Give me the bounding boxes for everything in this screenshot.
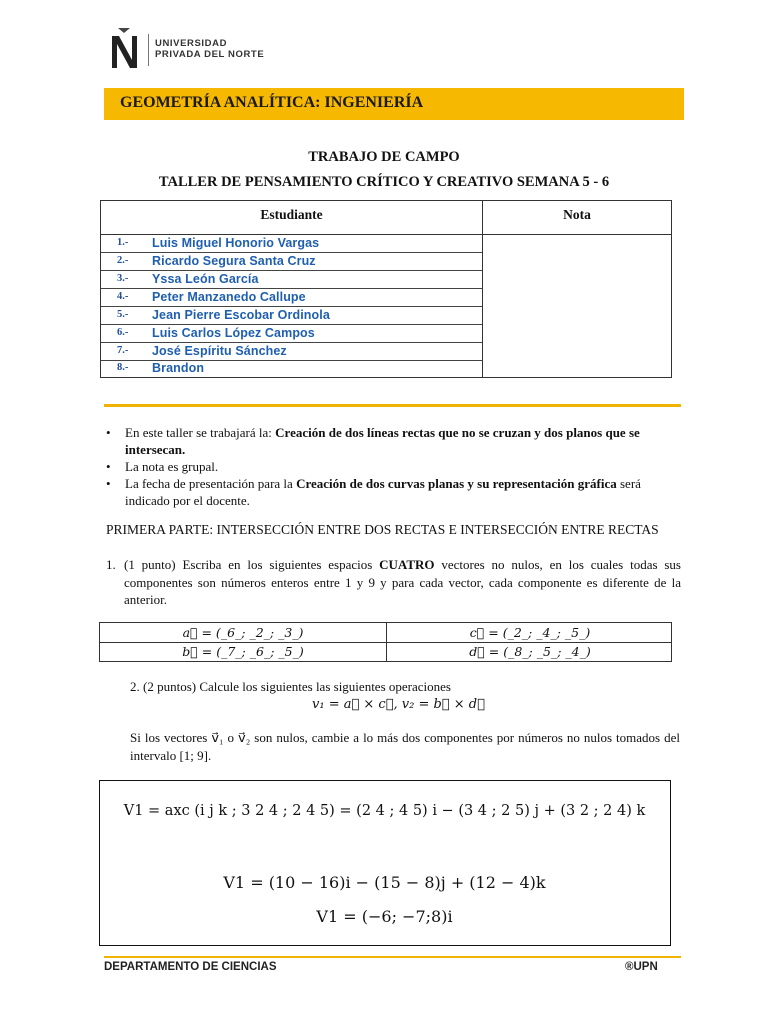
student-name: Peter Manzanedo Callupe — [152, 290, 306, 304]
footer-divider — [104, 956, 681, 958]
question-2-text: 2. (2 puntos) Calcule los siguientes las siguientes operaciones — [130, 679, 451, 694]
column-header-grade: Nota — [563, 207, 591, 222]
bullet-icon: • — [106, 476, 111, 491]
bullet-icon: • — [106, 425, 111, 440]
row-number: 4.- — [117, 291, 129, 302]
row-number: 1.- — [117, 237, 129, 248]
table-row — [101, 253, 482, 271]
row-number: 5.- — [117, 309, 129, 320]
gold-divider — [104, 404, 681, 407]
bullet-text-end: será indicado por el docente. — [125, 476, 641, 508]
logo-line-1: UNIVERSIDAD — [155, 38, 228, 49]
logo-line-2: PRIVADA DEL NORTE — [155, 49, 265, 60]
bullet-icon: • — [106, 459, 111, 474]
table-row — [101, 325, 482, 343]
row-number: 8.- — [117, 362, 129, 373]
q1-bold-text: CUATRO — [379, 557, 435, 572]
q1-text-end: vectores no nulos, en los cuales todas sus componentes son números enteros entre 1 y 9 y para cada vector, cada componente es diferente de la anterior. — [124, 557, 681, 607]
logo-text — [155, 38, 264, 60]
student-name: Brandon — [152, 361, 205, 375]
footer-brand: ®UPN — [625, 961, 658, 973]
equation-1: V1 = axc (i j k ; 3 2 4 ; 2 4 5) = (2 4 ; 4 5) i − (3 4 ; 2 5) j + (3 2 ; 2 4) k — [123, 803, 646, 819]
vector-b-cell: b⃗ = (_7_; _6_; _5_) — [182, 644, 304, 659]
table-row — [101, 271, 482, 289]
logo-divider — [148, 34, 149, 66]
table-row — [101, 307, 482, 325]
question-number: 1. — [106, 557, 116, 572]
question-2-formula: v₁ = a⃗ × c⃗, v₂ = b⃗ × d⃗ — [312, 697, 485, 712]
bullet-bold-text: Creación de dos curvas planas y su representación gráfica — [296, 476, 617, 491]
vector-table — [99, 622, 672, 662]
document-title: TRABAJO DE CAMPO — [308, 149, 460, 165]
bullet-bold-text: Creación de dos líneas rectas que no se cruzan y dos planos que se intersecan. — [125, 425, 640, 457]
university-logo — [108, 26, 338, 74]
column-header-student: Estudiante — [260, 207, 323, 222]
student-name: Ricardo Segura Santa Cruz — [152, 254, 316, 268]
student-name: José Espíritu Sánchez — [152, 344, 287, 358]
course-banner — [104, 88, 684, 120]
bullet-text: La nota es grupal. — [125, 459, 219, 474]
student-name: Yssa León García — [152, 272, 259, 286]
answer-box — [99, 780, 671, 946]
table-divider — [482, 201, 483, 377]
equation-2: V1 = (10 − 16)i − (15 − 8)j + (12 − 4)k — [223, 873, 546, 892]
question-text — [106, 556, 681, 609]
student-name: Luis Miguel Honorio Vargas — [152, 236, 320, 250]
table-row — [101, 235, 482, 253]
section-heading: PRIMERA PARTE: INTERSECCIÓN ENTRE DOS RECTAS E INTERSECCIÓN ENTRE RECTAS — [106, 522, 659, 537]
row-number: 7.- — [117, 345, 129, 356]
vector-d-cell: d⃗ = (_8_; _5_; _4_) — [469, 644, 591, 659]
upn-n-logo-icon — [108, 26, 142, 74]
row-number: 3.- — [117, 273, 129, 284]
list-item — [106, 475, 686, 509]
instructions-list — [106, 424, 686, 509]
equation-3: V1 = (−6; −7;8)i — [316, 907, 453, 926]
student-table — [100, 200, 672, 378]
question-1 — [106, 556, 681, 609]
row-number: 6.- — [117, 327, 129, 338]
question-2-note: Si los vectores v⃗₁ o v⃗₂ son nulos, cambie a lo más dos componentes por números no nulos tomados del intervalo [1; 9]. — [130, 730, 680, 763]
table-row — [101, 289, 482, 307]
vector-a-cell: a⃗ = (_6_; _2_; _3_) — [182, 625, 304, 640]
table-row — [101, 360, 482, 378]
row-number: 2.- — [117, 255, 129, 266]
table-row — [101, 343, 482, 361]
q1-text-start: (1 punto) Escriba en los siguientes espacios — [124, 557, 380, 572]
list-item — [106, 424, 686, 458]
student-name: Luis Carlos López Campos — [152, 326, 315, 340]
document-subtitle: TALLER DE PENSAMIENTO CRÍTICO Y CREATIVO SEMANA 5 - 6 — [158, 174, 610, 190]
bullet-text: En este taller se trabajará la: — [125, 425, 276, 440]
student-name: Jean Pierre Escobar Ordinola — [152, 308, 330, 322]
course-title: GEOMETRÍA ANALÍTICA: INGENIERÍA — [120, 94, 424, 111]
footer-department: DEPARTAMENTO DE CIENCIAS — [104, 961, 277, 973]
list-item — [106, 458, 686, 475]
vector-c-cell: c⃗ = (_2_; _4_; _5_) — [469, 625, 591, 640]
bullet-text: La fecha de presentación para la — [125, 476, 297, 491]
